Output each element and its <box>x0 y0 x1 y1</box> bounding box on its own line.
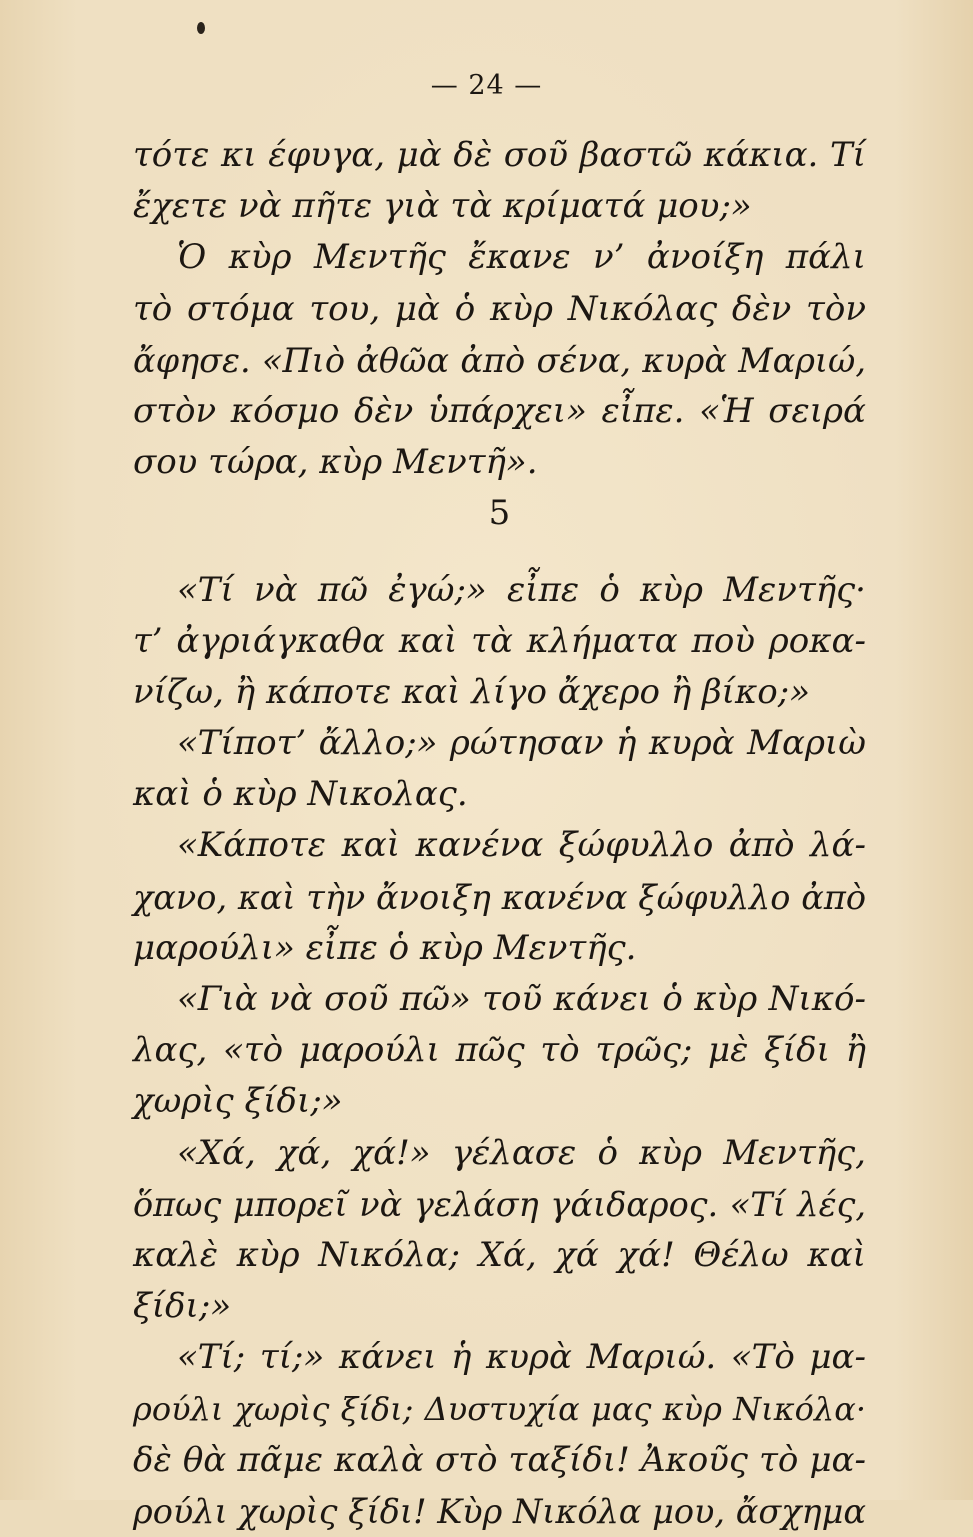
text-line: καλὲ κὺρ Νικόλα; Χά, χά χά! Θέλω καὶ <box>133 1234 866 1275</box>
text-line: ρούλι χωρὶς ξίδι; Δυστυχία μας κὺρ Νικόλα· <box>133 1389 866 1428</box>
text-line: «Κάποτε καὶ κανένα ξώφυλλο ἀπὸ λά- <box>177 825 866 866</box>
text-line: χωρὶς ξίδι;» <box>133 1081 343 1122</box>
page-body <box>133 130 866 1537</box>
text-line: «Γιὰ νὰ σοῦ πῶ» τοῦ κάνει ὁ κὺρ Νικό- <box>177 979 866 1019</box>
text-line: καὶ ὁ κὺρ Νικολας. <box>133 774 468 815</box>
text-line: σου τώρα, κὺρ Μεντῆ». <box>133 442 538 483</box>
text-line: ρούλι χωρὶς ξίδι! Κὺρ Νικόλα μου, ἄσχημα <box>133 1491 866 1531</box>
text-line: Ὁ κὺρ Μεντῆς ἔκανε ν’ ἀνοίξη πάλι <box>177 237 866 278</box>
text-line: στὸν κόσμο δὲν ὑπάρχει» εἶπε. «Ἡ σειρά <box>133 390 866 431</box>
text-line: «Χά, χά, χά!» γέλασε ὁ κὺρ Μεντῆς, <box>177 1132 866 1173</box>
text-line: χανο, καὶ τὴν ἄνοιξη κανένα ξώφυλλο ἀπὸ <box>133 877 866 917</box>
text-line: μαρούλι» εἶπε ὁ κὺρ Μεντῆς. <box>133 927 637 968</box>
text-line: «Τίποτ’ ἄλλο;» ρώτησαν ἡ κυρὰ Μαριὼ <box>177 723 866 764</box>
page-number: — 24 — <box>430 70 543 101</box>
text-line: τότε κι έφυγα, μὰ δὲ σοῦ βαστῶ κάκια. Τί <box>133 135 866 175</box>
section-number: 5 <box>488 493 511 534</box>
ink-speck <box>197 22 205 34</box>
text-line: ξίδι;» <box>133 1286 232 1327</box>
text-line: «Τί; τί;» κάνει ἡ κυρὰ Μαριώ. «Τὸ μα- <box>177 1337 866 1378</box>
text-line: δὲ θὰ πᾶμε καλὰ στὸ ταξίδι! Ἀκοῦς τὸ μα- <box>133 1439 866 1480</box>
text-line: τὸ στόμα του, μὰ ὁ κὺρ Νικόλας δὲν τὸν <box>133 288 866 329</box>
text-line: ἔχετε νὰ πῆτε γιὰ τὰ κρίματά μου;» <box>133 186 752 227</box>
text-line: ὅπως μπορεῖ νὰ γελάση γάιδαρος. «Τί λές, <box>133 1184 866 1224</box>
text-line: λας, «τὸ μαρούλι πῶς τὸ τρῶς; μὲ ξίδι ἢ <box>133 1030 866 1071</box>
text-line: τ’ ἀγριάγκαθα καὶ τὰ κλήματα ποὺ ροκα- <box>133 620 866 661</box>
text-line: ἄφησε. «Πιὸ ἀθῶα ἀπὸ σένα, κυρὰ Μαριώ, <box>133 340 866 380</box>
text-line: νίζω, ἢ κάποτε καὶ λίγο ἄχερο ἢ βίκο;» <box>133 671 811 712</box>
text-line: «Τί νὰ πῶ ἐγώ;» εἶπε ὁ κὺρ Μεντῆς· <box>177 569 866 610</box>
